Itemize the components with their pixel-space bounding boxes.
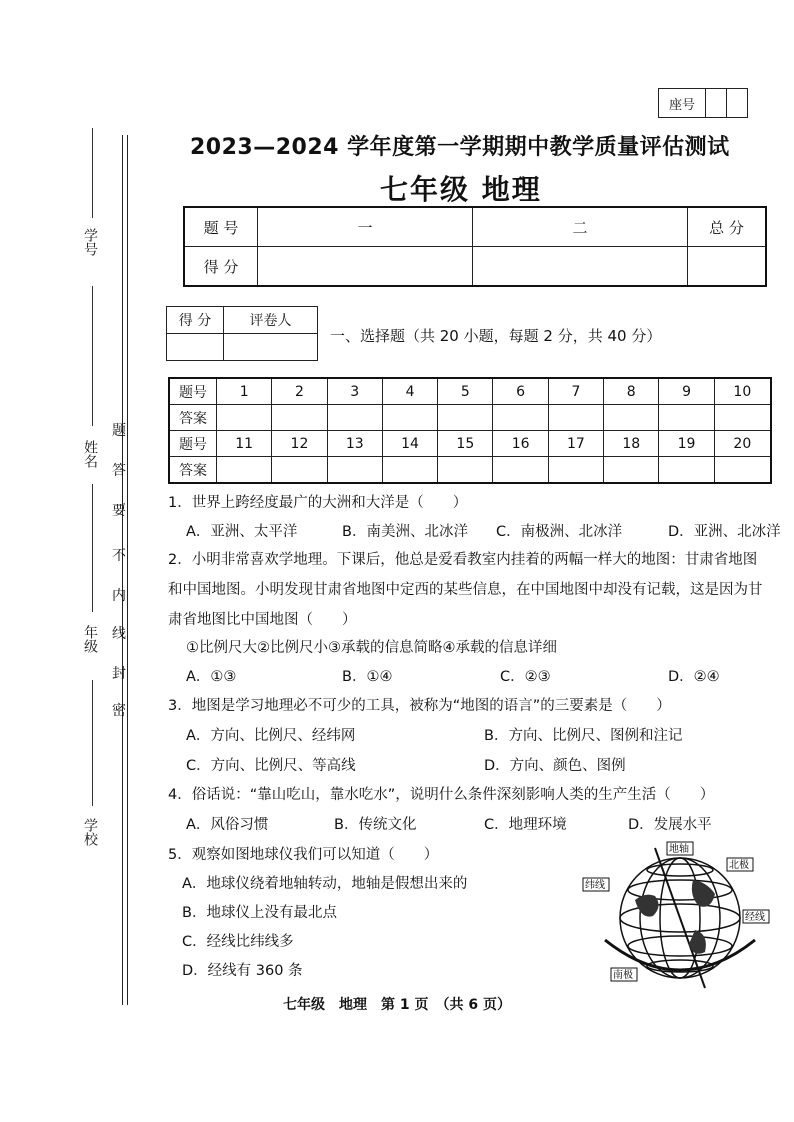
xuexiao-fill-line[interactable]: [92, 680, 93, 806]
answer-cell[interactable]: [714, 405, 771, 431]
answer-cell[interactable]: [438, 457, 493, 484]
margin-label-xingming: 姓名: [82, 440, 98, 468]
answer-cell[interactable]: [327, 405, 382, 431]
binding-line-outer: [122, 135, 123, 1005]
margin-label-xuexiao: 学校: [82, 818, 98, 846]
grid-num: 17: [548, 431, 603, 457]
score-header-part1: 一: [258, 207, 473, 247]
q2-line2: 和中国地图。小明发现甘肃省地图中定西的某些信息，在中国地图中却没有记载，这是因为甘: [168, 582, 763, 598]
globe-label-longitude: 经线: [745, 912, 765, 923]
score-row-label: 得 分: [184, 247, 258, 287]
score-part2-cell[interactable]: [473, 247, 688, 287]
seat-number-box: [658, 88, 748, 118]
grid-num-label: 题号: [169, 378, 217, 405]
page-footer: 七年级 地理 第 1 页 （共 6 页）: [283, 997, 511, 1013]
answer-cell[interactable]: [714, 457, 771, 484]
q3-option-a[interactable]: A．方向、比例尺、经纬网: [186, 728, 356, 744]
q5-option-a[interactable]: A．地球仪绕着地轴转动，地轴是假想出来的: [182, 876, 468, 892]
answer-cell[interactable]: [327, 457, 382, 484]
answer-cell[interactable]: [382, 457, 437, 484]
globe-stand-arc: [605, 940, 755, 970]
seat-cell-1[interactable]: [706, 89, 727, 118]
score-header-part2: 二: [473, 207, 688, 247]
answer-cell[interactable]: [493, 457, 548, 484]
globe-label-south-pole: 南极: [613, 970, 633, 981]
xingming-fill-line[interactable]: [92, 286, 93, 426]
globe-figure: [575, 840, 775, 990]
globe-label-north-pole: 北极: [729, 860, 749, 871]
grader-name-label: 评卷人: [224, 307, 318, 334]
seal-char-6: 线: [112, 626, 126, 642]
grid-num: 6: [493, 378, 548, 405]
q3-option-d[interactable]: D．方向、颜色、图例: [484, 758, 626, 774]
score-header-total: 总 分: [688, 207, 767, 247]
answer-cell[interactable]: [604, 457, 659, 484]
latitude-line: [628, 936, 732, 956]
q4-stem: 4．俗话说：“靠山吃山，靠水吃水”，说明什么条件深刻影响人类的生产生活（ ）: [168, 787, 715, 803]
grid-ans-label: 答案: [169, 457, 217, 484]
continent-shape: [692, 880, 715, 907]
q1-stem: 1．世界上跨经度最广的大洲和大洋是（ ）: [168, 495, 468, 511]
q4-option-a[interactable]: A．风俗习惯: [186, 817, 269, 833]
q5-stem: 5．观察如图地球仪我们可以知道（ ）: [168, 847, 439, 863]
q5-option-c[interactable]: C．经线比纬线多: [182, 934, 294, 950]
seal-char-5: 内: [112, 588, 126, 604]
seal-char-7: 封: [112, 666, 126, 682]
q1-option-d[interactable]: D．亚洲、北冰洋: [668, 524, 781, 540]
grid-num: 16: [493, 431, 548, 457]
grid-num: 4: [382, 378, 437, 405]
globe-label-latitude: 纬线: [585, 880, 605, 891]
q1-option-a[interactable]: A．亚洲、太平洋: [186, 524, 298, 540]
grid-num: 3: [327, 378, 382, 405]
answer-cell[interactable]: [438, 405, 493, 431]
grid-num: 7: [548, 378, 603, 405]
grid-num: 15: [438, 431, 493, 457]
grid-num: 8: [604, 378, 659, 405]
seat-cell-2[interactable]: [727, 89, 748, 118]
globe-label-axis: 地轴: [669, 844, 689, 855]
q4-option-c[interactable]: C．地理环境: [484, 817, 567, 833]
grader-box: [166, 306, 318, 361]
xuehao-fill-line[interactable]: [92, 128, 93, 218]
q4-option-b[interactable]: B．传统文化: [334, 817, 417, 833]
grid-num: 20: [714, 431, 771, 457]
seal-char-1: 题: [112, 423, 126, 439]
q3-option-c[interactable]: C．方向、比例尺、等高线: [186, 758, 356, 774]
grid-num-label: 题号: [169, 431, 217, 457]
grid-num: 1: [217, 378, 272, 405]
answer-cell[interactable]: [659, 405, 714, 431]
grid-num: 13: [327, 431, 382, 457]
continent-shape: [635, 895, 659, 917]
score-header-label: 题 号: [184, 207, 258, 247]
grid-num: 9: [659, 378, 714, 405]
q4-option-d[interactable]: D．发展水平: [628, 817, 712, 833]
exam-subtitle: 七年级 地理: [380, 173, 542, 206]
grid-ans-label: 答案: [169, 405, 217, 431]
score-total-cell[interactable]: [688, 247, 767, 287]
answer-grid: [168, 377, 772, 484]
grid-num: 12: [272, 431, 327, 457]
answer-cell[interactable]: [548, 405, 603, 431]
grader-score-label: 得 分: [167, 307, 224, 334]
seal-char-3: 要: [112, 503, 126, 519]
q3-stem: 3．地图是学习地理必不可少的工具，被称为“地图的语言”的三要素是（ ）: [168, 698, 671, 714]
q2-option-b[interactable]: B．①④: [342, 669, 393, 685]
seal-char-2: 答: [112, 463, 126, 479]
score-part1-cell[interactable]: [258, 247, 473, 287]
exam-title: 2023—2024 学年度第一学期期中教学质量评估测试: [190, 135, 730, 160]
answer-cell[interactable]: [493, 405, 548, 431]
answer-cell[interactable]: [659, 457, 714, 484]
q2-line4: ①比例尺大②比例尺小③承载的信息简略④承载的信息详细: [186, 640, 557, 656]
q1-option-b[interactable]: B．南美洲、北冰洋: [342, 524, 468, 540]
seal-char-8: 密: [112, 703, 126, 719]
section-title: 一、选择题（共 20 小题，每题 2 分，共 40 分）: [330, 327, 662, 345]
grid-num: 11: [217, 431, 272, 457]
answer-cell[interactable]: [604, 405, 659, 431]
q2-line1: 2．小明非常喜欢学地理。下课后，他总是爱看教室内挂着的两幅一样大的地图：甘肃省地图: [168, 552, 758, 568]
q2-option-c[interactable]: C．②③: [500, 669, 551, 685]
grid-num: 10: [714, 378, 771, 405]
margin-label-nianji: 年级: [82, 625, 98, 653]
q3-option-b[interactable]: B．方向、比例尺、图例和注记: [484, 728, 683, 744]
q2-line3: 肃省地图比中国地图（ ）: [168, 612, 357, 628]
answer-cell[interactable]: [548, 457, 603, 484]
q2-option-a[interactable]: A．①③: [186, 669, 237, 685]
grader-name-cell[interactable]: [224, 334, 318, 361]
binding-line-inner: [127, 135, 128, 1005]
nianji-fill-line[interactable]: [92, 484, 93, 612]
score-table: [183, 206, 767, 287]
grid-num: 5: [438, 378, 493, 405]
grid-num: 18: [604, 431, 659, 457]
seat-label: 座号: [659, 89, 706, 118]
grid-num: 2: [272, 378, 327, 405]
answer-cell[interactable]: [272, 405, 327, 431]
answer-cell[interactable]: [217, 457, 272, 484]
grid-num: 19: [659, 431, 714, 457]
q5-option-b[interactable]: B．地球仪上没有最北点: [182, 905, 337, 921]
q5-option-d[interactable]: D．经线有 360 条: [182, 963, 303, 979]
grader-score-cell[interactable]: [167, 334, 224, 361]
answer-cell[interactable]: [382, 405, 437, 431]
answer-cell[interactable]: [217, 405, 272, 431]
answer-cell[interactable]: [272, 457, 327, 484]
q1-option-c[interactable]: C．南极洲、北冰洋: [496, 524, 623, 540]
seal-char-4: 不: [112, 548, 126, 564]
grid-num: 14: [382, 431, 437, 457]
margin-label-xuehao: 学号: [82, 228, 98, 256]
q2-option-d[interactable]: D．②④: [668, 669, 720, 685]
